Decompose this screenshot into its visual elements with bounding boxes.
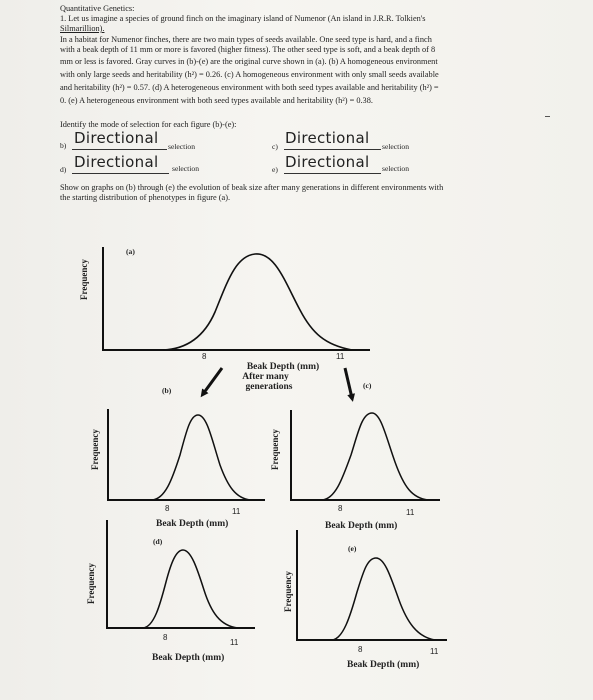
xlabel-c: Beak Depth (mm) — [325, 521, 398, 531]
ylabel-b: Frequency — [90, 429, 100, 470]
panel-label-d: (d) — [153, 537, 163, 546]
xlabel-b: Beak Depth (mm) — [156, 519, 229, 529]
label-b: b) — [60, 141, 67, 150]
graph-d — [107, 520, 255, 628]
worksheet-title: Quantitative Genetics: — [60, 4, 135, 13]
ylabel-d: Frequency — [86, 563, 96, 604]
paragraph-line: mm or less is favored. Gray curves in (b)-(e) are the original curve shown in (a). (b) A homogeneous environment — [60, 57, 438, 66]
label-c: c) — [272, 142, 278, 151]
ylabel-e: Frequency — [283, 571, 293, 612]
identify-prompt: Identify the mode of selection for each figure (b)-(e): — [60, 120, 237, 129]
arrow-to-b — [203, 368, 222, 394]
tick-8-a: 8 — [202, 352, 207, 361]
answer-b: Directional — [74, 129, 159, 147]
answer-d: Directional — [74, 153, 159, 171]
paragraph-line: with only large seeds and heritability (h²) = 0.26. (c) A homogeneous environment with only small seeds available — [60, 70, 439, 79]
paragraph-line: and heritability (h²) = 0.57. (d) A heterogeneous environment with both seed types available and heritability (h²) = — [60, 83, 439, 92]
panel-label-a: (a) — [126, 247, 135, 256]
after-many-label: After many — [242, 372, 289, 382]
graph-c — [291, 410, 440, 500]
generations-label: generations — [245, 382, 293, 392]
tick-8-e: 8 — [358, 645, 363, 654]
axes-b — [108, 409, 265, 500]
graph-b — [108, 409, 265, 500]
answer-e: Directional — [285, 153, 370, 171]
xlabel-e: Beak Depth (mm) — [347, 660, 420, 670]
show-instruction-line: the starting distribution of phenotypes in figure (a). — [60, 193, 231, 202]
ylabel-c: Frequency — [270, 429, 280, 470]
ylabel-a: Frequency — [79, 259, 89, 300]
panel-label-c: (c) — [363, 381, 372, 390]
question-1-line: 1. Let us imagine a species of ground finch on the imaginary island of Numenor (An island in J.R.R. Tolkien's — [60, 14, 426, 23]
answer-c: Directional — [285, 129, 370, 147]
paragraph-line: In a habitat for Numenor finches, there are two main types of seeds available. One seed type is hard, and a finch — [60, 35, 432, 44]
panel-label-e: (e) — [348, 544, 357, 553]
paragraph-line: 0. (e) A heterogeneous environment with both seed types available and heritability (h²) = 0.38. — [60, 96, 373, 105]
curve-a — [163, 254, 352, 350]
selection-word-b: selection — [168, 142, 195, 151]
tick-8-b: 8 — [165, 504, 170, 513]
selection-word-c: selection — [382, 142, 409, 151]
graph-a — [103, 247, 370, 350]
tick-11-a: 11 — [336, 352, 345, 361]
selection-word-d: selection — [172, 164, 199, 173]
tick-11-e: 11 — [430, 647, 439, 656]
curve-b — [152, 415, 250, 500]
curve-c — [322, 413, 428, 500]
axes-c — [291, 410, 440, 500]
tick-11-c: 11 — [406, 508, 415, 517]
label-d: d) — [60, 165, 67, 174]
tick-8-c: 8 — [338, 504, 343, 513]
arrow-to-c — [345, 368, 352, 398]
question-1-source: Silmarillion). — [60, 24, 105, 33]
curve-e — [332, 558, 435, 640]
axes-a — [103, 247, 370, 350]
paragraph-line: with a beak depth of 11 mm or more is favored (higher fitness). The other seed type is soft, and a beak depth of 8 — [60, 45, 436, 54]
panel-label-b: (b) — [162, 386, 172, 395]
axes-e — [297, 530, 447, 640]
tick-11-d: 11 — [230, 638, 239, 647]
show-instruction-line: Show on graphs on (b) through (e) the evolution of beak size after many generations in different environments with — [60, 183, 444, 192]
xlabel-d: Beak Depth (mm) — [152, 653, 225, 663]
label-e: e) — [272, 165, 278, 174]
curve-d — [143, 550, 238, 628]
xlabel-a: Beak Depth (mm) — [246, 362, 320, 372]
selection-word-e: selection — [382, 164, 409, 173]
tick-11-b: 11 — [232, 507, 241, 516]
axes-d — [107, 520, 255, 628]
graph-e — [297, 530, 447, 640]
tick-8-d: 8 — [163, 633, 168, 642]
